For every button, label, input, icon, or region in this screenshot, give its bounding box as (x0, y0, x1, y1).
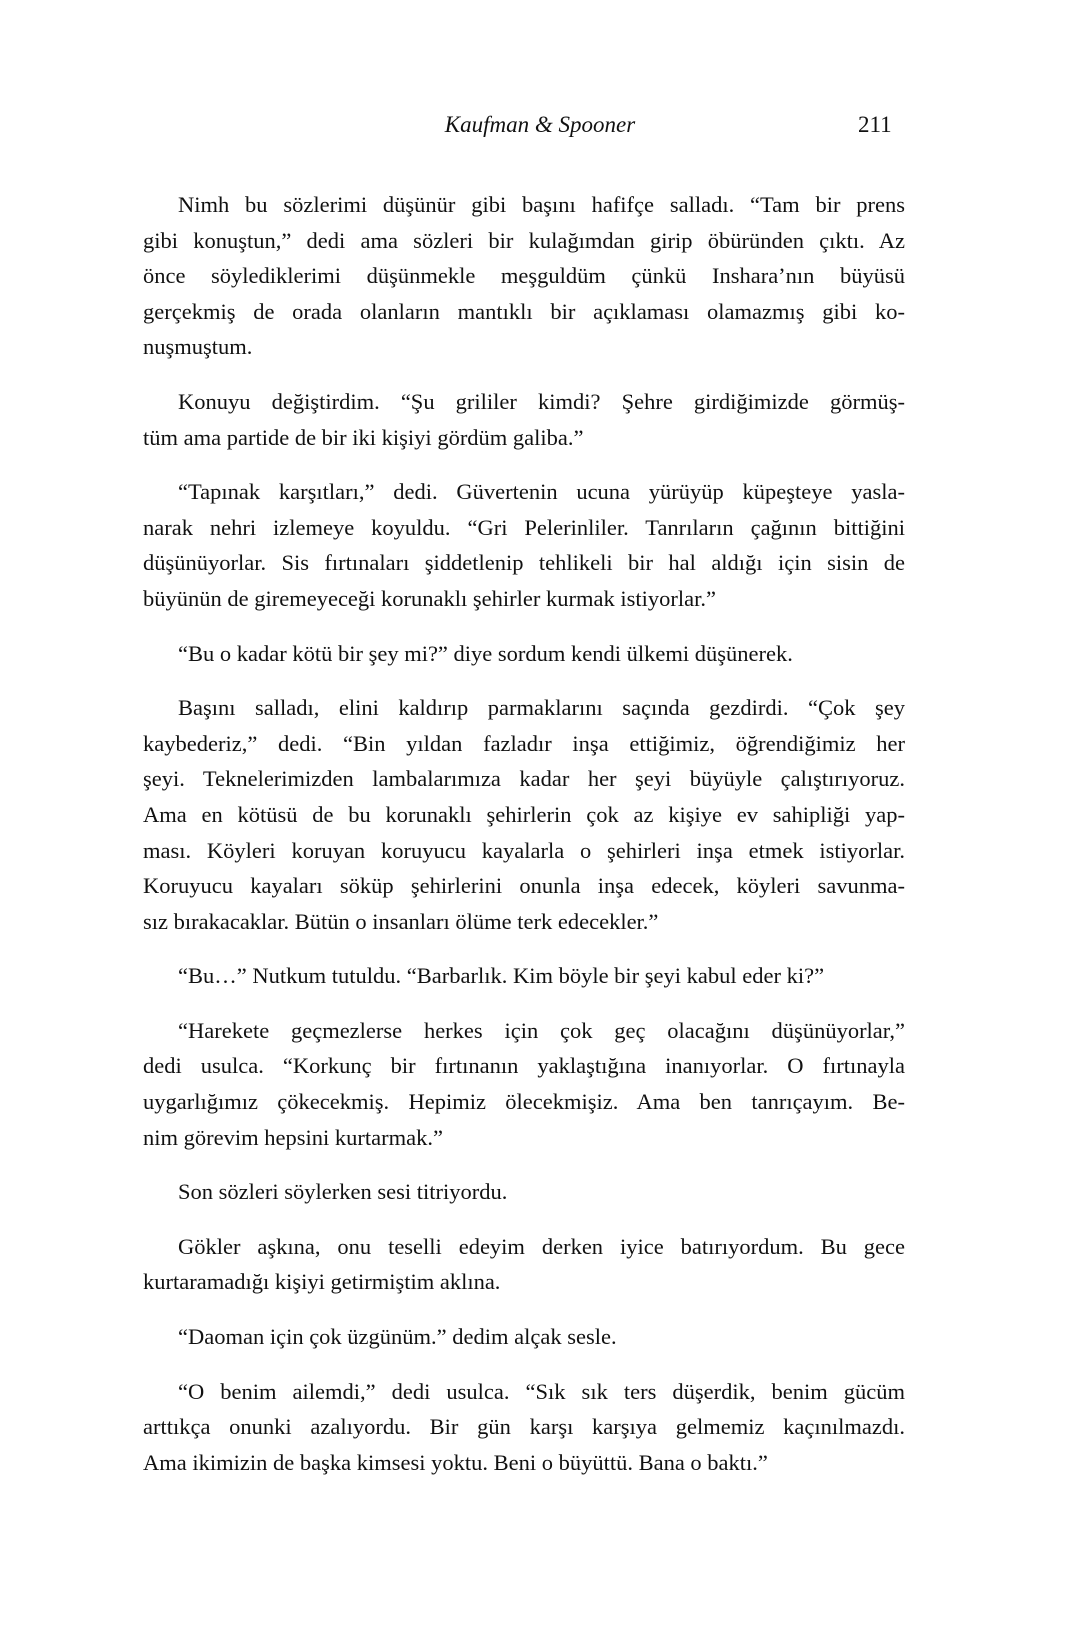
text-line: “Bu o kadar kötü bir şey mi?” diye sordum kendi ülkemi düşünerek. (178, 640, 793, 666)
paragraph (143, 384, 905, 455)
paragraph (143, 958, 905, 994)
text-line: Nimh bu sözlerimi düşünür gibi başını hafifçe salladı. “Tam bir prens (178, 192, 905, 217)
text-line: Başını salladı, elini kaldırıp parmaklarını saçında gezdirdi. “Çok şey (178, 695, 905, 721)
paragraph (143, 690, 905, 939)
paragraph (143, 636, 905, 672)
text-line: narak nehri izlemeye koyuldu. “Gri Pelerinliler. Tanrıların çağının bittiğini (143, 514, 905, 540)
text-line: düşünüyorlar. Sis fırtınaları şiddetlenip tehlikeli bir hal aldığı için sisin de (143, 550, 905, 576)
text-line: arttıkça onunki azalıyordu. Bir gün karşı karşıya gelmemiz kaçınılmazdı. (143, 1414, 905, 1440)
text-line: Gökler aşkına, onu teselli edeyim derken iyice batırıyordum. Bu gece (178, 1233, 905, 1259)
text-line: kurtaramadığı kişiyi getirmiştim aklına. (143, 1269, 501, 1295)
paragraph (143, 1174, 905, 1210)
text-line: Koruyucu kayaları söküp şehirlerini onunla inşa edecek, köyleri savunma- (143, 873, 905, 899)
text-line: kaybederiz,” dedi. “Bin yıldan fazladır inşa ettiğimiz, öğrendiğimiz her (143, 730, 905, 756)
page-number: 211 (858, 112, 892, 137)
text-line: nim görevim hepsini kurtarmak.” (143, 1124, 443, 1150)
text-line: Ama en kötüsü de bu korunaklı şehirlerin çok az kişiye ev sahipliği yap- (143, 801, 905, 827)
text-line: önce söylediklerimi düşünmekle meşguldüm çünkü Inshara’nın büyüsü (143, 263, 905, 289)
running-title: Kaufman & Spooner (444, 112, 636, 137)
paragraph (143, 1229, 905, 1300)
text-line: ması. Köyleri koruyan koruyucu kayalarla o şehirleri inşa etmek istiyorlar. (143, 837, 905, 863)
text-line: şeyi. Teknelerimizden lambalarımıza kadar her şeyi büyüyle çalıştırıyoruz. (143, 766, 905, 792)
text-line: tüm ama partide de bir iki kişiyi gördüm galiba.” (143, 424, 584, 450)
text-line: sız bırakacaklar. Bütün o insanları ölüme terk edecekler.” (143, 908, 659, 934)
text-line: uygarlığımız çökecekmiş. Hepimiz ölecekmişiz. Ama ben tanrıçayım. Be- (143, 1089, 905, 1115)
page-body (143, 187, 905, 1480)
text-line: Son sözleri söylerken sesi titriyordu. (178, 1179, 508, 1205)
paragraph (143, 187, 905, 365)
paragraph (143, 474, 905, 616)
text-line: Ama ikimizin de başka kimsesi yoktu. Beni o büyüttü. Bana o baktı.” (143, 1449, 768, 1475)
text-line: büyünün de giremeyeceği korunaklı şehirler kurmak istiyorlar.” (143, 585, 716, 611)
text-line: “Bu…” Nutkum tutuldu. “Barbarlık. Kim böyle bir şeyi kabul eder ki?” (178, 963, 825, 989)
paragraph (143, 1013, 905, 1155)
paragraph (143, 1319, 905, 1355)
paragraph (143, 1374, 905, 1481)
text-line: “Tapınak karşıtları,” dedi. Güvertenin ucuna yürüyüp küpeşteye yasla- (178, 479, 905, 505)
text-line: “Harekete geçmezlerse herkes için çok geç olacağını düşünüyorlar,” (178, 1017, 905, 1043)
text-line: “Daoman için çok üzgünüm.” dedim alçak sesle. (178, 1324, 617, 1350)
text-line: Konuyu değiştirdim. “Şu grililer kimdi? Şehre girdiğimizde görmüş- (178, 388, 905, 414)
text-line: dedi usulca. “Korkunç bir fırtınanın yaklaştığına inanıyorlar. O fırtınayla (143, 1053, 905, 1079)
text-line: gerçekmiş de orada olanların mantıklı bir açıklaması olamazmış gibi ko- (143, 298, 905, 324)
text-line: nuşmuştum. (143, 334, 253, 360)
page-header (0, 112, 1080, 144)
text-line: “O benim ailemdi,” dedi usulca. “Sık sık ters düşerdik, benim gücüm (178, 1378, 905, 1404)
text-line: gibi konuştun,” dedi ama sözleri bir kulağımdan girip öbüründen çıktı. Az (143, 227, 905, 253)
